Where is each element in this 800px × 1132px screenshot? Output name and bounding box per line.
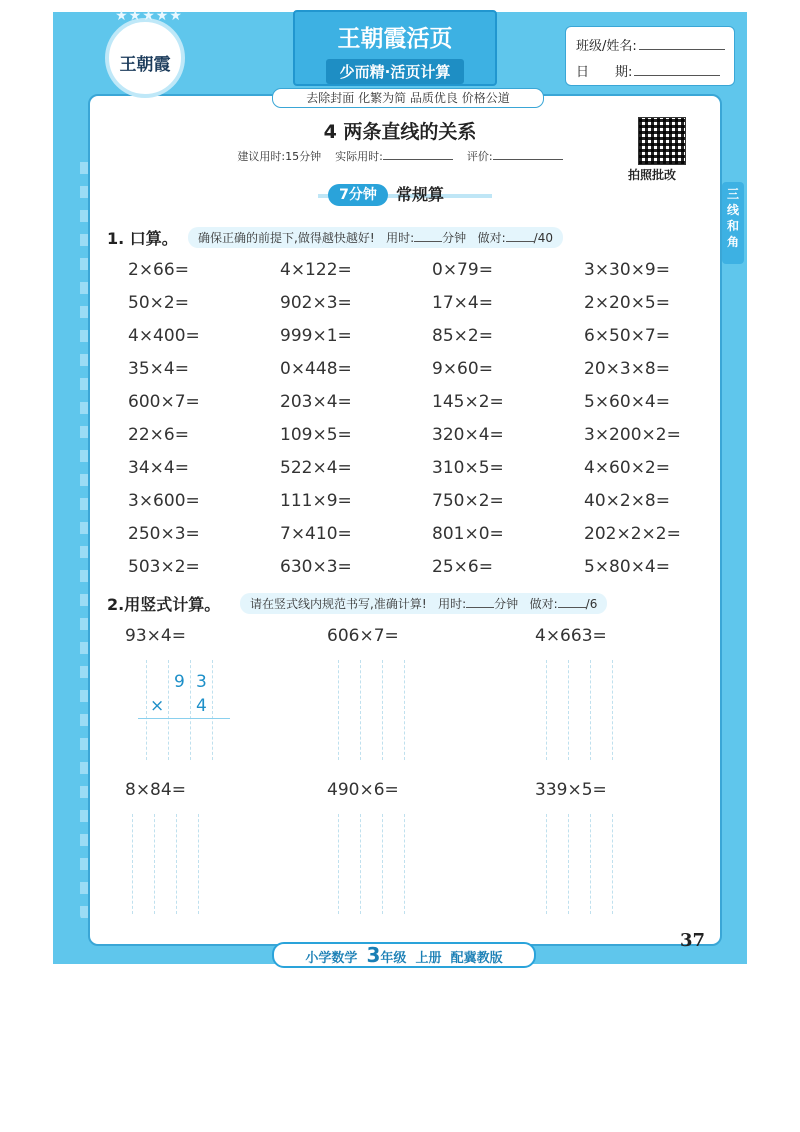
oral-calc-item: 902×3= (280, 293, 352, 313)
example-top-tens: 9 (174, 672, 185, 692)
chapter-side-tab-text: 三 线 和 角 (726, 187, 739, 249)
oral-calc-item: 22×6= (128, 425, 189, 445)
suggested-time: 建议用时:15分钟 (237, 150, 322, 163)
student-info-box (565, 26, 735, 86)
section-name: 常规算 (396, 185, 445, 204)
oral-calc-item: 202×2×2= (584, 524, 681, 544)
oral-calc-item: 250×3= (128, 524, 200, 544)
oral-calc-item: 109×5= (280, 425, 352, 445)
oral-calc-item: 34×4= (128, 458, 189, 478)
vertical-grid[interactable] (538, 814, 628, 914)
oral-calc-item: 750×2= (432, 491, 504, 511)
footer-subject: 小学数学 (305, 951, 358, 966)
oral-calc-item: 320×4= (432, 425, 504, 445)
oral-calc-item: 503×2= (128, 557, 200, 577)
oral-calc-item: 3×30×9= (584, 260, 670, 280)
footer-volume: 上册 (415, 951, 442, 966)
oral-calc-item: 4×122= (280, 260, 352, 280)
oral-calc-item: 2×20×5= (584, 293, 670, 313)
oral-calc-item: 40×2×8= (584, 491, 670, 511)
oral-calc-item: 0×79= (432, 260, 493, 280)
logo-name: 王朝霞 (119, 55, 171, 75)
q2-problem: 8×84= (125, 780, 186, 800)
date-label: 日 期: (576, 65, 633, 80)
oral-calc-item: 25×6= (432, 557, 493, 577)
qr-code-icon[interactable] (638, 117, 686, 165)
footer-grade: 年级 (380, 951, 407, 966)
oral-calc-item: 3×600= (128, 491, 200, 511)
chapter-side-tab (722, 182, 744, 264)
q2-problem: 93×4= (125, 626, 186, 646)
rating-label: 评价: (466, 150, 493, 163)
q1-score-field[interactable] (506, 241, 534, 242)
vertical-grid[interactable] (138, 660, 228, 760)
oral-calc-item: 2×66= (128, 260, 189, 280)
oral-calc-item: 600×7= (128, 392, 200, 412)
slogan: 去除封面 化繁为简 品质优良 价格公道 (272, 88, 544, 108)
actual-time-label: 实际用时: (335, 150, 383, 163)
q1-time-unit: 分钟 (442, 231, 467, 245)
oral-calc-item: 85×2= (432, 326, 493, 346)
oral-calc-item: 630×3= (280, 557, 352, 577)
q2-hint-text: 请在竖式线内规范书写,准确计算! (250, 597, 427, 611)
q2-problem: 339×5= (535, 780, 607, 800)
footer-edition-name: 配冀教版 (450, 951, 503, 966)
class-name-label: 班级/姓名: (576, 39, 637, 54)
q2-problem: 490×6= (327, 780, 399, 800)
footer-grade-num: 3 (366, 943, 381, 967)
section-minutes-badge: 7分钟 (328, 184, 388, 206)
section-header (328, 184, 476, 206)
lesson-title: 4 两条直线的关系 (323, 121, 477, 143)
q1-hint-text: 确保正确的前提下,做得越快越好! (198, 231, 375, 245)
oral-calc-item: 6×50×7= (584, 326, 670, 346)
q2-time-unit: 分钟 (494, 597, 519, 611)
date-field[interactable] (634, 75, 720, 76)
oral-calc-item: 50×2= (128, 293, 189, 313)
oral-calc-item: 5×60×4= (584, 392, 670, 412)
oral-calc-item: 17×4= (432, 293, 493, 313)
q2-score-field[interactable] (558, 607, 586, 608)
q2-score-label: 做对: (529, 597, 558, 611)
oral-calc-item: 111×9= (280, 491, 352, 511)
footer-edition (272, 942, 536, 968)
oral-calc-item: 4×60×2= (584, 458, 670, 478)
oral-calc-item: 20×3×8= (584, 359, 670, 379)
oral-calc-item: 35×4= (128, 359, 189, 379)
page-number: 37 (680, 930, 706, 951)
q1-time-label: 用时: (386, 231, 415, 245)
oral-calc-item: 310×5= (432, 458, 504, 478)
q1-time-field[interactable] (414, 241, 442, 242)
q1-heading: 1. 口算。 (107, 229, 178, 248)
brand-banner (293, 10, 497, 86)
q2-score-total: /6 (585, 597, 598, 611)
oral-calc-item: 203×4= (280, 392, 352, 412)
example-result-line (138, 718, 230, 719)
q1-score-label: 做对: (477, 231, 506, 245)
oral-calc-item: 9×60= (432, 359, 493, 379)
q2-problem: 4×663= (535, 626, 607, 646)
vertical-grid[interactable] (124, 814, 214, 914)
q2-problem: 606×7= (327, 626, 399, 646)
oral-calc-item: 0×448= (280, 359, 352, 379)
q2-hint (240, 593, 607, 614)
oral-calc-item: 7×410= (280, 524, 352, 544)
q2-time-field[interactable] (466, 607, 494, 608)
oral-calc-item: 801×0= (432, 524, 504, 544)
vertical-grid[interactable] (330, 660, 420, 760)
brand-logo (105, 8, 185, 98)
qr-label: 拍照批改 (628, 168, 677, 182)
vertical-grid[interactable] (538, 660, 628, 760)
class-name-field[interactable] (639, 49, 725, 50)
q2-time-label: 用时: (438, 597, 467, 611)
vertical-grid[interactable] (330, 814, 420, 914)
rating-field[interactable] (493, 159, 563, 160)
oral-calc-item: 522×4= (280, 458, 352, 478)
oral-calc-item: 4×400= (128, 326, 200, 346)
q1-score-total: /40 (533, 231, 553, 245)
q2-heading: 2.用竖式计算。 (107, 595, 221, 614)
oral-calc-item: 5×80×4= (584, 557, 670, 577)
brand-subtitle: 少而精·活页计算 (326, 59, 465, 84)
oral-calc-item: 145×2= (432, 392, 504, 412)
q1-hint (188, 227, 563, 248)
oral-calc-item: 3×200×2= (584, 425, 681, 445)
brand-title: 王朝霞活页 (337, 26, 453, 52)
oral-calc-item: 999×1= (280, 326, 352, 346)
example-bottom: 4 (196, 696, 207, 716)
actual-time-field[interactable] (383, 159, 453, 160)
example-top-ones: 3 (196, 672, 207, 692)
example-times-sign: × (150, 696, 165, 716)
stars-icon: ★★★★★ (115, 8, 183, 24)
